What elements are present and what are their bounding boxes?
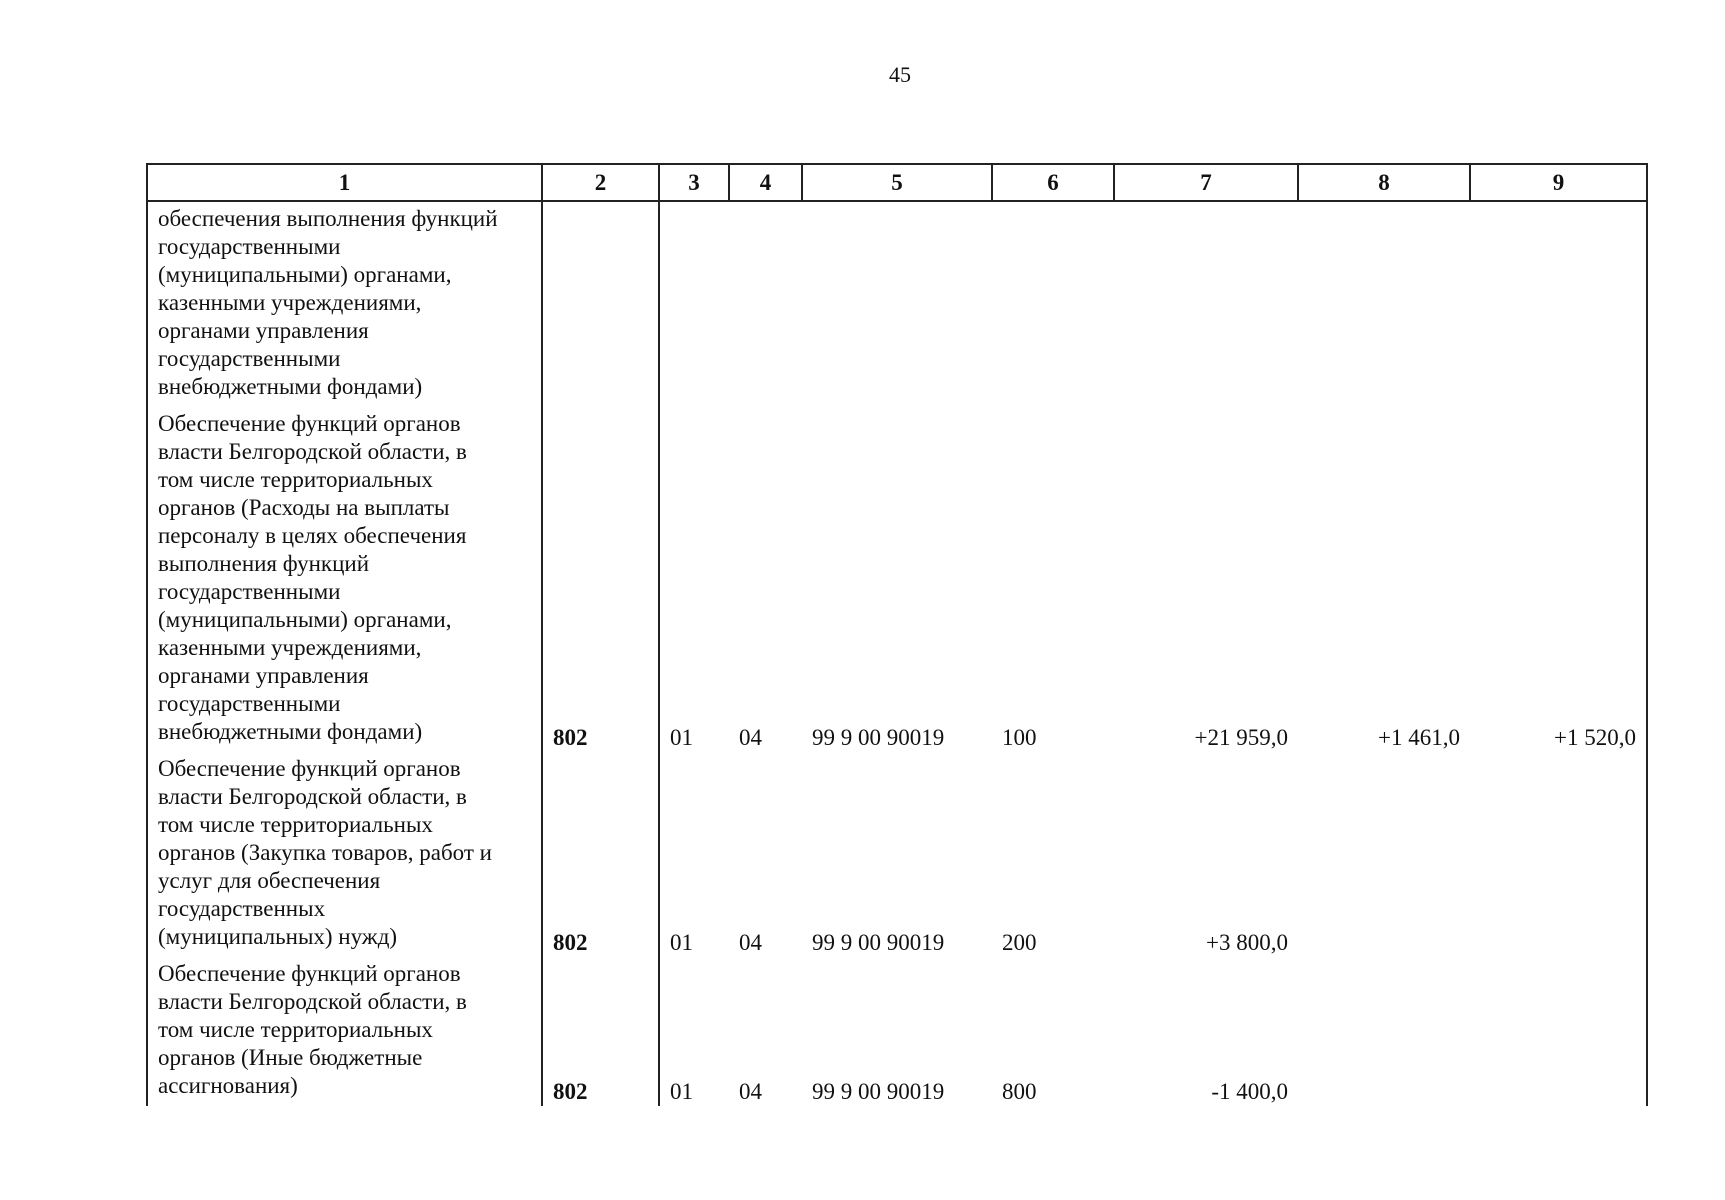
description-line: органов (Закупка товаров, работ и [158,840,492,865]
amount-col-9 [1470,201,1647,407]
description-line: (муниципальными) органами, [158,607,452,632]
table-row [147,201,1647,407]
description-line: государственными [158,346,341,371]
amount-col-9: +1 520,0 [1470,407,1647,752]
code-admin: 802 [542,752,659,957]
description-line: Обеспечение функций органов [158,961,461,986]
code-section: 01 [659,752,729,957]
description-line: том числе территориальных [158,812,433,837]
code-admin: 802 [542,407,659,752]
code-section [659,201,729,407]
description-line: Обеспечение функций органов [158,411,461,436]
code-subsection: 04 [739,725,762,750]
row-description [147,201,542,407]
header-col-6: 6 [992,164,1114,201]
description-line: обеспечения выполнения функций [158,206,498,231]
description-line: казенными учреждениями, [158,635,422,660]
amount-col-9 [1470,752,1647,957]
description-line: власти Белгородской области, в [158,989,467,1014]
code-subsection [729,201,802,407]
description-line: государственными [158,691,341,716]
description-line: том числе территориальных [158,467,433,492]
code-expense-type: 200 [1002,930,1037,955]
budget-table [146,163,1648,1106]
description-line: власти Белгородской области, в [158,784,467,809]
code-target [802,201,992,407]
description-line: органами управления [158,663,369,688]
amount-col-7 [1114,201,1298,407]
code-expense-type [992,201,1114,407]
code-admin [542,201,659,407]
description-line: Обеспечение функций органов [158,756,461,781]
description-line: (муниципальными) органами, [158,262,452,287]
code-subsection: 04 [739,930,762,955]
amount-col-7: +3 800,0 [1206,930,1288,955]
code-expense-type: 100 [1002,725,1037,750]
amount-col-9 [1470,957,1647,1106]
header-col-5: 5 [802,164,992,201]
code-admin: 802 [542,957,659,1106]
description-line: казенными учреждениями, [158,290,422,315]
description-line: органов (Расходы на выплаты [158,495,450,520]
row-description [147,752,542,957]
header-col-2: 2 [542,164,659,201]
description-line: внебюджетными фондами) [158,374,423,399]
header-col-3: 3 [659,164,729,201]
code-target: 99 9 00 90019 [812,1079,945,1104]
table-row [147,752,1647,957]
header-col-7: 7 [1114,164,1298,201]
code-target: 99 9 00 90019 [812,725,945,750]
header-col-8: 8 [1298,164,1470,201]
description-line: органами управления [158,318,369,343]
table-header-row [147,164,1647,201]
row-description [147,407,542,752]
description-line: государственных [158,896,326,921]
code-section: 01 [659,407,729,752]
description-line: (муниципальных) нужд) [158,924,398,949]
header-col-1: 1 [147,164,542,201]
amount-col-8 [1298,752,1470,957]
description-line: том числе территориальных [158,1017,433,1042]
header-col-9: 9 [1470,164,1647,201]
table-row [147,407,1647,752]
amount-col-7: +21 959,0 [1194,725,1288,750]
description-line: органов (Иные бюджетные [158,1045,423,1070]
code-section: 01 [659,957,729,1106]
description-line: услуг для обеспечения [158,868,381,893]
code-target: 99 9 00 90019 [812,930,945,955]
description-line: персоналу в целях обеспечения [158,523,467,548]
description-line: государственными [158,234,341,259]
description-line: ассигнования) [158,1073,298,1098]
amount-col-8 [1298,957,1470,1106]
amount-col-8: +1 461,0 [1378,725,1460,750]
description-line: выполнения функций [158,551,369,576]
page-number: 45 [889,62,911,87]
amount-col-7: -1 400,0 [1211,1079,1288,1104]
amount-col-8 [1298,201,1470,407]
code-subsection: 04 [739,1079,762,1104]
code-expense-type: 800 [1002,1079,1037,1104]
header-col-4: 4 [729,164,802,201]
description-line: государственными [158,579,341,604]
table-row [147,957,1647,1106]
description-line: внебюджетными фондами) [158,719,423,744]
description-line: власти Белгородской области, в [158,439,467,464]
row-description [147,957,542,1106]
